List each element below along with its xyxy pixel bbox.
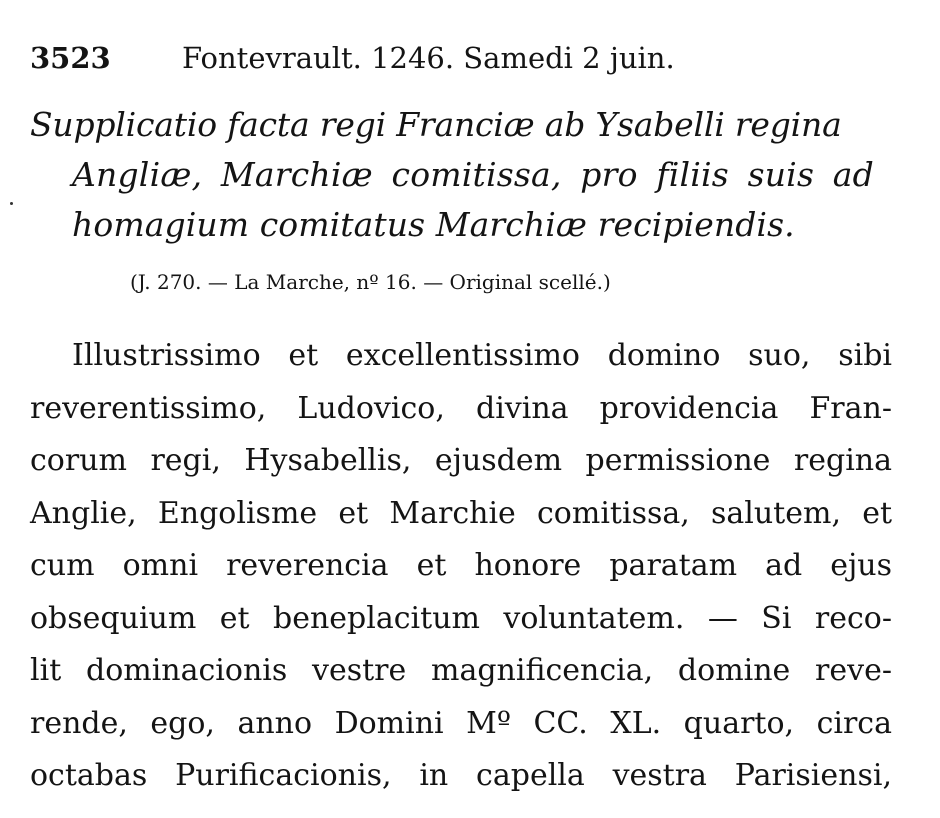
body-line: reverentissimo, Ludovico, divina providencia Fran- <box>30 390 892 426</box>
entry-number: 3523 <box>30 41 111 75</box>
entry-place-date: Fontevrault. 1246. Samedi 2 juin. <box>182 41 675 75</box>
title-line-2: Angliæ, Marchiæ comitissa, pro filiis suis ad <box>72 155 874 194</box>
body-line: Illustrissimo et excellentissimo domino suo, sibi <box>72 338 892 373</box>
entry-header <box>30 38 675 78</box>
title-line-3: homagium comitatus Marchiæ recipiendis. <box>72 205 795 244</box>
body-line: lit dominacionis vestre magnificencia, domine reve- <box>30 653 892 688</box>
source-reference: (J. 270. — La Marche, nº 16. — Original scellé.) <box>130 270 611 294</box>
body-line: Anglie, Engolisme et Marchie comitissa, salutem, et <box>30 495 892 531</box>
body-text <box>30 330 892 803</box>
body-line: rende, ego, anno Domini Mº CC. XL. quarto, circa <box>30 705 892 741</box>
body-line: cum omni reverencia et honore paratam ad ejus <box>30 548 892 583</box>
scan-speck <box>10 202 13 205</box>
body-line: corum regi, Hysabellis, ejusdem permissione regina <box>30 443 892 478</box>
body-line: obsequium et beneplacitum voluntatem. — Si reco- <box>30 600 892 636</box>
title-line-1: Supplicatio facta regi Franciæ ab Ysabelli regina <box>30 105 842 144</box>
body-line: octabas Purificacionis, in capella vestra Parisiensi, <box>30 758 892 793</box>
entry-title <box>30 100 900 250</box>
